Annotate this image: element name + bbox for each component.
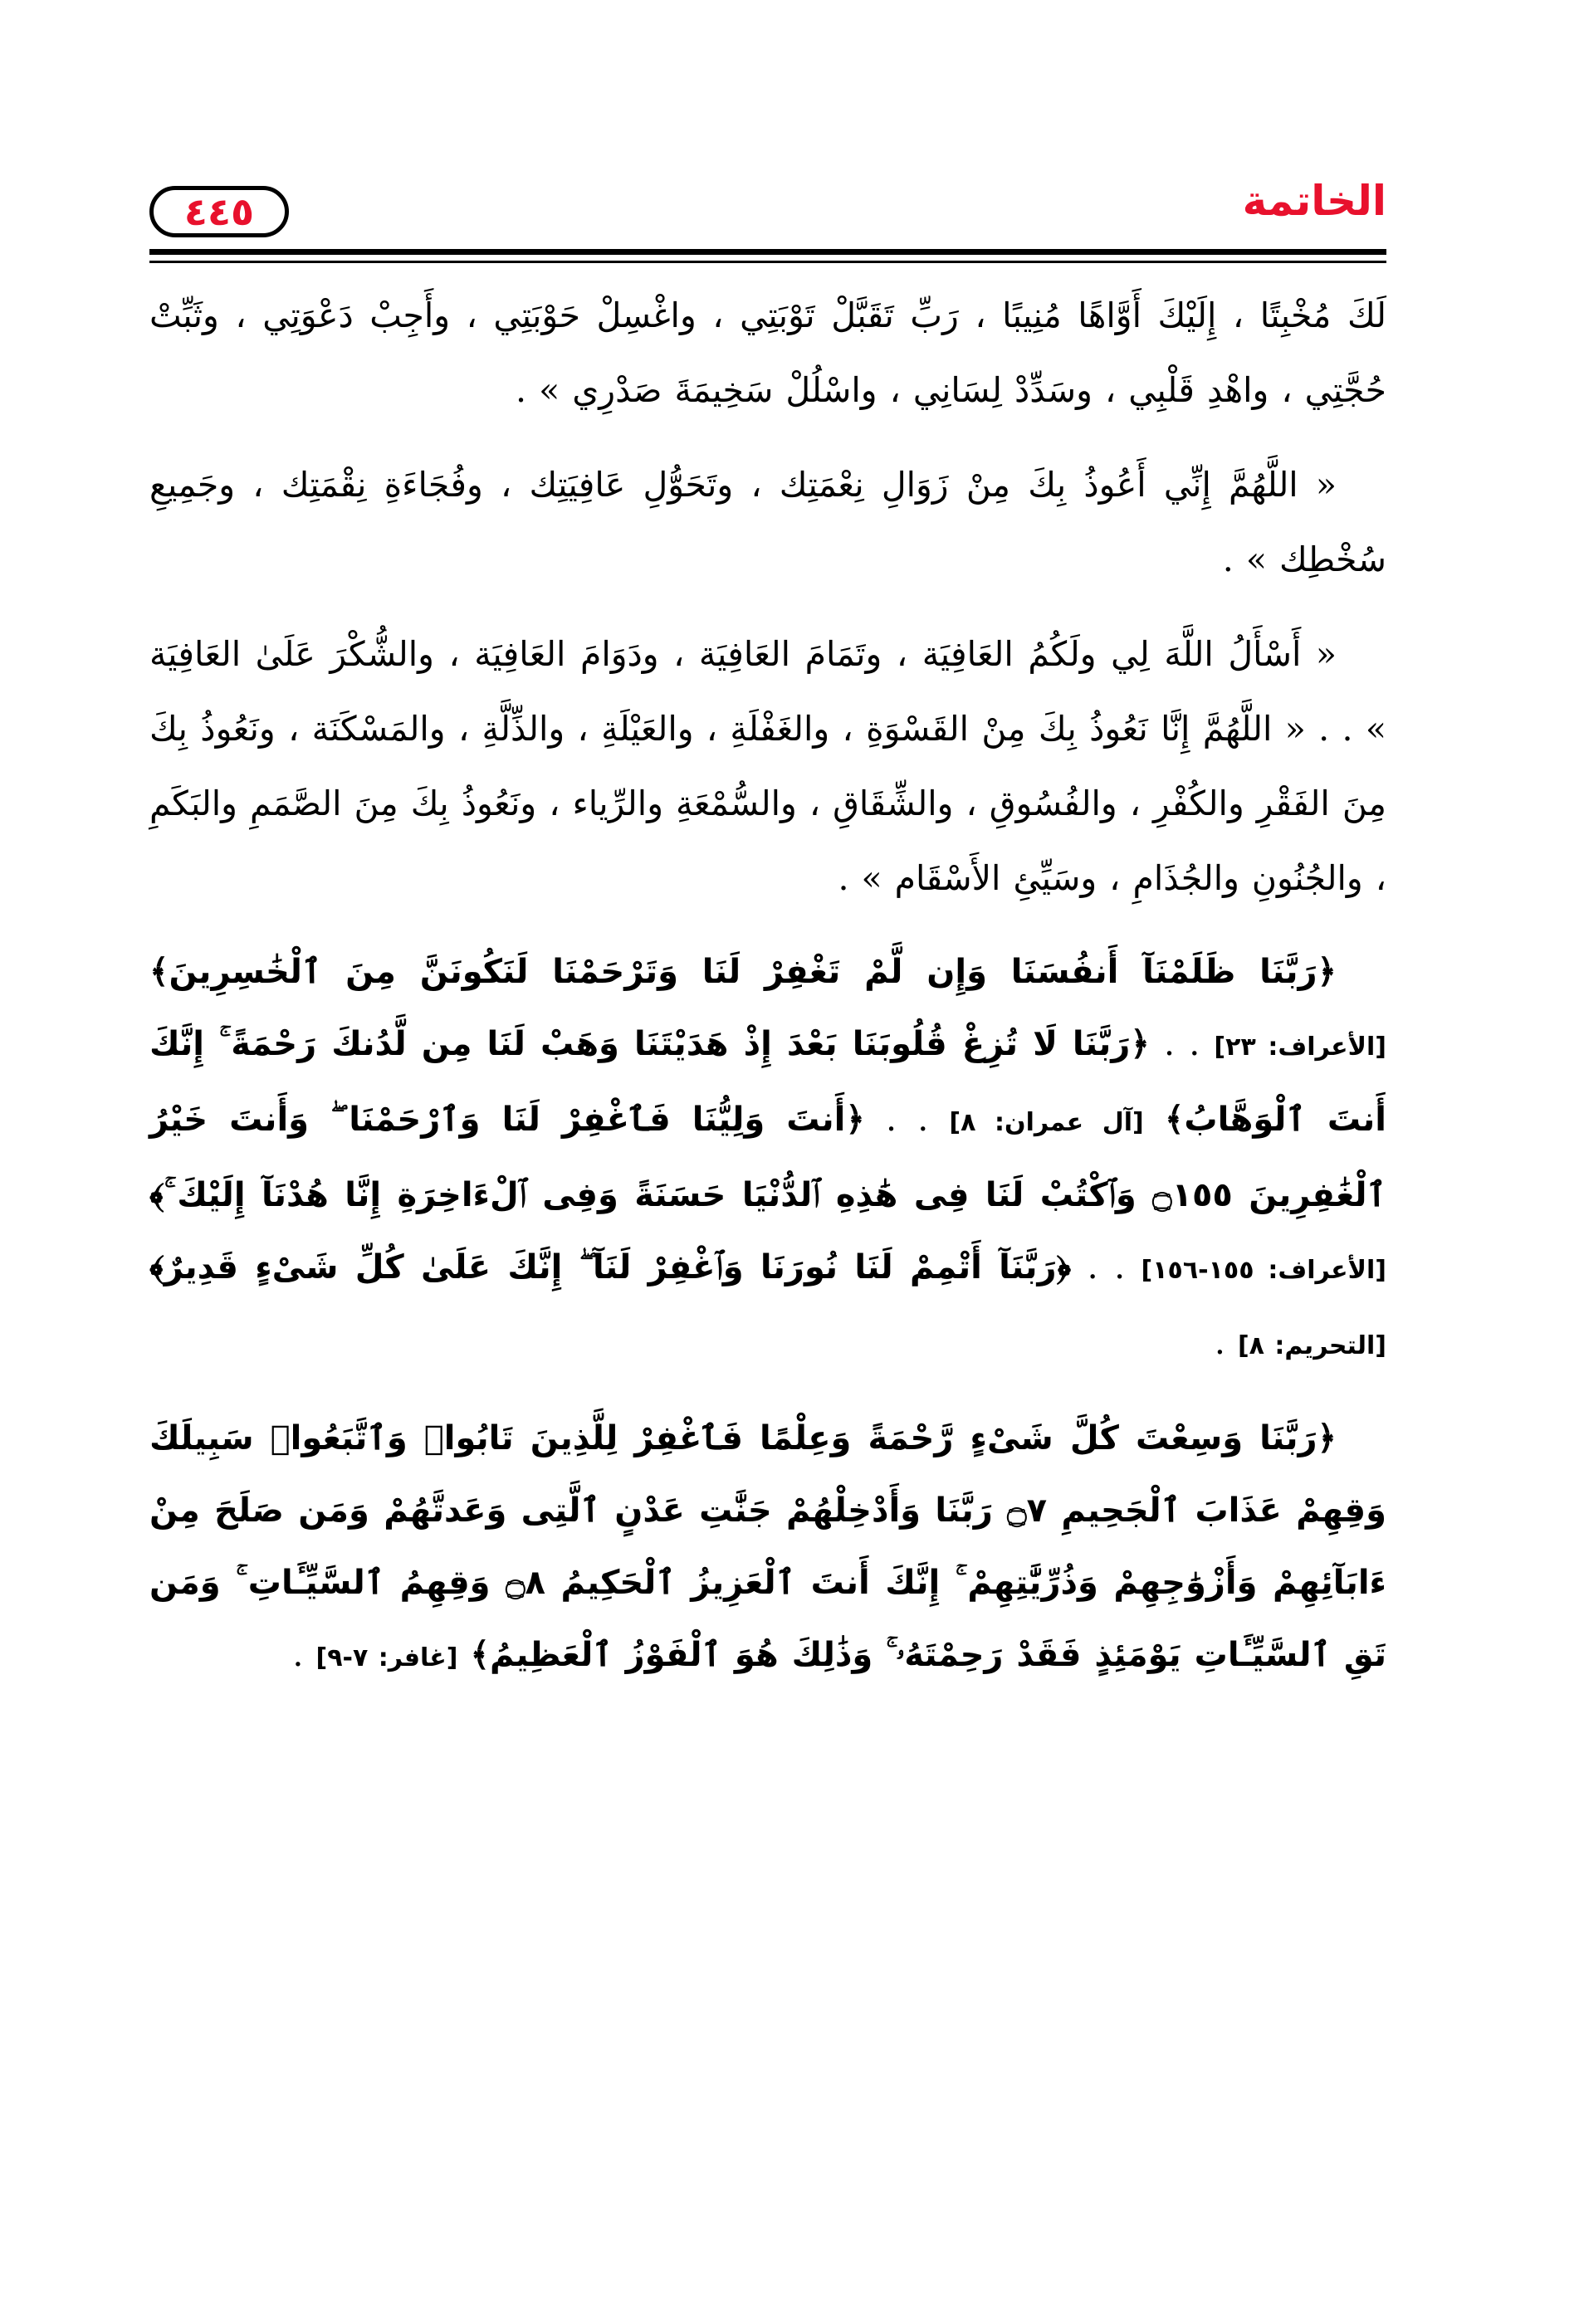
verse-reference: [آل عمران: ٨]: [949, 1108, 1144, 1137]
header-rule-thick: [149, 249, 1386, 255]
verse-reference: [الأعراف: ٢٣]: [1214, 1033, 1386, 1062]
paragraph-1: لَكَ مُخْبِتًا ، إِلَيْكَ أَوَّاهًا مُنِيبًا ، رَبِّ تَقَبَّلْ تَوْبَتِي ، واغْسِلْ حَوْبَتِي ، وأَجِبْ دَعْوَتِي ، وثَبِّتْ حُجَّتِي ، واهْدِ قَلْبِي ، وسَدِّدْ لِسَانِي ، واسْلُلْ سَخِيمَةَ صَدْرِي » .: [149, 295, 1386, 410]
paragraph-3: « أَسْأَلُ اللَّهَ لِي ولَكُمُ العَافِيَة ، وتَمَامَ العَافِيَة ، ودَوَامَ العَافِيَة ، والشُّكْرَ عَلَىٰ العَافِيَة » . . « اللَّهُمَّ إِنَّا نَعُوذُ بِكَ مِنْ القَسْوَةِ ، والغَفْلَةِ ، والعَيْلَةِ ، والذِّلَّةِ ، والمَسْكَنَة ، ونَعُوذُ بِكَ مِنَ الفَقْرِ والكُفْرِ ، والفُسُوقِ ، والشِّقَاقِ ، والسُّمْعَةِ والرِّياء ، ونَعُوذُ بِكَ مِنَ الصَّمَمِ والبَكَمِ ، والجُنُونِ والجُذَامِ ، وسَيِّئِ الأَسْقَام » .: [149, 634, 1386, 898]
quran-verse: ﴿رَبَّنَآ أَتْمِمْ لَنَا نُورَنَا وَٱغْفِرْ لَنَآ ۖ إِنَّكَ عَلَىٰ كُلِّ شَىْءٍ قَدِيرٌ﴾: [149, 1248, 1072, 1286]
quran-verse: ﴿رَبَّنَا لَا تُزِغْ قُلُوبَنَا بَعْدَ إِذْ هَدَيْتَنَا وَهَبْ لَنَا مِن لَّدُنكَ رَحْمَةً ۚ إِنَّكَ أَنتَ ٱلْوَهَّابُ﴾: [149, 1025, 1386, 1139]
verse-reference: [الأعراف: ١٥٥-١٥٦]: [1141, 1256, 1386, 1285]
quran-verse: ﴿أَنتَ وَلِيُّنَا فَٱغْفِرْ لَنَا وَٱرْحَمْنَا ۖ وَأَنتَ خَيْرُ ٱلْغَٰفِرِينَ ۝١٥٥ وَٱكْتُبْ لَنَا فِى هَٰذِهِ ٱلدُّنْيَا حَسَنَةً وَفِى ٱلْءَاخِرَةِ إِنَّا هُدْنَآ إِلَيْكَ ۚ﴾: [149, 1101, 1386, 1214]
quran-verse: ﴿رَبَّنَا وَسِعْتَ كُلَّ شَىْءٍ رَّحْمَةً وَعِلْمًا فَٱغْفِرْ لِلَّذِينَ تَابُوا۟ وَٱتَّبَعُوا۟ سَبِيلَكَ وَقِهِمْ عَذَابَ ٱلْجَحِيمِ ۝٧ رَبَّنَا وَأَدْخِلْهُمْ جَنَّٰتِ عَدْنٍ ٱلَّتِى وَعَدتَّهُمْ وَمَن صَلَحَ مِنْ ءَابَآئِهِمْ وَأَزْوَٰجِهِمْ وَذُرِّيَّٰتِهِمْ ۚ إِنَّكَ أَنتَ ٱلْعَزِيزُ ٱلْحَكِيمُ ۝٨ وَقِهِمُ ٱلسَّيِّـَٔاتِ ۚ وَمَن تَقِ ٱلسَّيِّـَٔاتِ يَوْمَئِذٍ فَقَدْ رَحِمْتَهُۥ ۚ وَذَٰلِكَ هُوَ ٱلْفَوْزُ ٱلْعَظِيمُ﴾: [149, 1419, 1386, 1674]
chapter-title: الخاتمة: [1242, 177, 1386, 225]
page-header: [149, 176, 1386, 259]
quran-verse: ﴿رَبَّنَا ظَلَمْنَآ أَنفُسَنَا وَإِن لَّمْ تَغْفِرْ لَنَا وَتَرْحَمْنَا لَنَكُونَنَّ مِنَ ٱلْخَٰسِرِينَ﴾: [149, 953, 1337, 991]
page-number: ٤٤٥: [183, 189, 255, 234]
verse-reference: [غافر: ٧-٩]: [315, 1643, 458, 1672]
paragraph-2: « اللَّهُمَّ إِنِّي أَعُوذُ بِكَ مِنْ زَوَالِ نِعْمَتِك ، وتَحَوُّلِ عَافِيَتِك ، وفُجَاءَةِ نِقْمَتِك ، وجَمِيعِ سُخْطِك » .: [149, 465, 1386, 579]
separator: . .: [886, 1099, 929, 1139]
paragraph-5-quran: [149, 1402, 1386, 1694]
separator: . .: [1087, 1247, 1126, 1286]
paragraph-4-quran: [149, 935, 1386, 1382]
page-body: [149, 278, 1386, 1714]
verse-reference: [التحريم: ٨]: [1237, 1331, 1386, 1360]
separator: . .: [1163, 1023, 1200, 1063]
separator: .: [292, 1634, 304, 1674]
header-rule-thin: [149, 261, 1386, 263]
page-number-badge: [149, 186, 289, 237]
separator: .: [1214, 1322, 1225, 1362]
